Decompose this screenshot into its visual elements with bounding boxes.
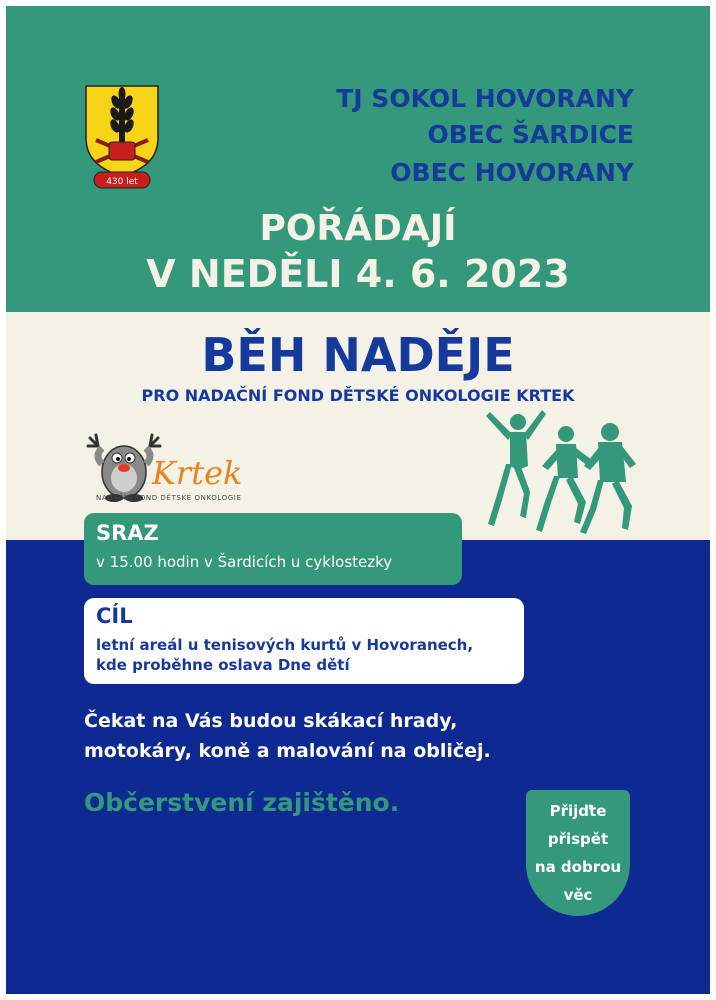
finish-card (84, 598, 524, 684)
activities-line1: Čekat na Vás budou skákací hrady, (84, 710, 458, 732)
finish-heading: CÍL (96, 604, 133, 628)
badge-line1: Přijďte (549, 802, 607, 820)
organizer-sokol: TJ SOKOL HOVORANY (336, 84, 634, 113)
event-title: BĚH NADĚJE (201, 328, 515, 382)
meeting-point-heading: SRAZ (96, 521, 159, 545)
headline-date: V NEDĚLI 4. 6. 2023 (146, 252, 570, 296)
krtek-logo-text: Krtek (152, 454, 243, 492)
mole-mascot-icon (88, 435, 160, 502)
meeting-point-card (84, 513, 462, 585)
krtek-caption: NADAČNÍ FOND DĚTSKÉ ONKOLOGIE (96, 494, 242, 502)
badge-line4: věc (563, 886, 593, 904)
badge-line2: přispět (547, 830, 609, 848)
crest-anniversary: 430 let (106, 177, 138, 187)
finish-text-line2: kde proběhne oslava Dne dětí (96, 656, 350, 674)
runners-silhouette-icon (468, 406, 646, 540)
organizer-sardice: OBEC ŠARDICE (427, 120, 634, 149)
contribute-badge (526, 790, 630, 916)
coat-of-arms-icon (82, 82, 162, 192)
finish-text-line1: letní areál u tenisových kurtů v Hovoranech, (96, 636, 474, 654)
organizer-hovorany: OBEC HOVORANY (390, 158, 634, 187)
refreshments-note: Občerstvení zajištěno. (84, 788, 400, 817)
badge-line3: na dobrou (534, 858, 622, 876)
event-subtitle: PRO NADAČNÍ FOND DĚTSKÉ ONKOLOGIE KRTEK (141, 386, 575, 405)
meeting-point-text: v 15.00 hodin v Šardicích u cyklostezky (96, 553, 393, 571)
activities-line2: motokáry, koně a malování na obličej. (84, 740, 491, 762)
headline-organize: POŘÁDAJÍ (259, 208, 457, 249)
